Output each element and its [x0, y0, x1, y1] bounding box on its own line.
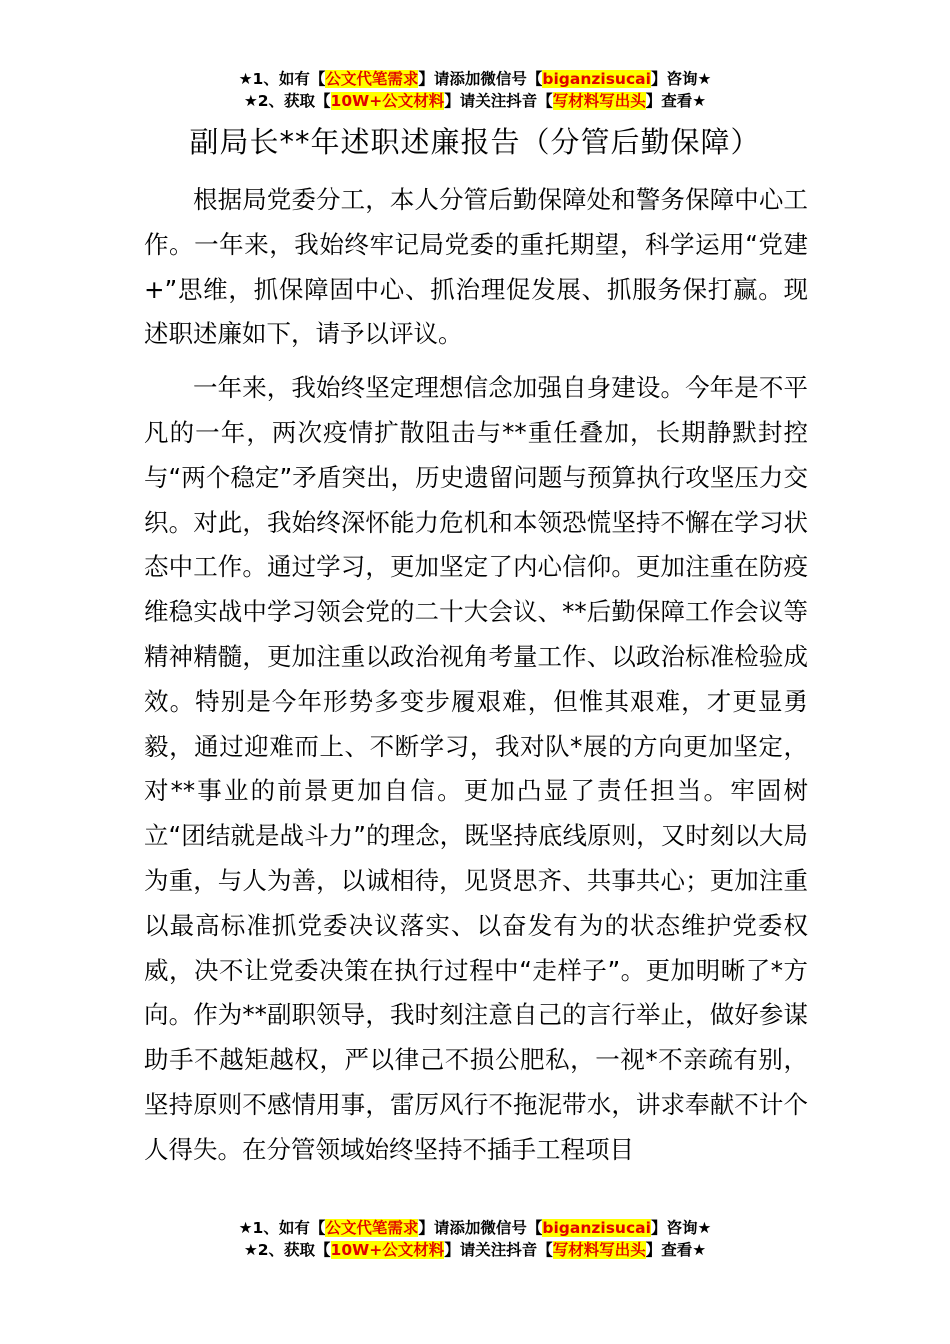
- promo-highlight: 公文代笔需求: [325, 70, 419, 88]
- wechat-id-highlight: biganzisucai: [542, 70, 651, 88]
- promo-highlight: 公文代笔需求: [325, 1219, 419, 1237]
- paragraph: 一年来，我始终坚定理想信念加强自身建设。今年是不平凡的一年，两次疫情扩散阻击与**重任叠加，长期静默封控与“两个稳定”矛盾突出，历史遗留问题与预算执行攻坚压力交织。对此，我始终深怀能力危机和本领恐慌坚持不懈在学习状态中工作。通过学习，更加坚定了内心信仰。更加注重在防疫维稳实战中学习领会党的二十大会议、**后勤保障工作会议等精神精髓，更加注重以政治视角考量工作、以政治标准检验成效。特别是今年形势多变步履艰难，但惟其艰难，才更显勇毅，通过迎难而上、不断学习，我对队*展的方向更加坚定，对**事业的前景更加自信。更加凸显了责任担当。牢固树立“团结就是战斗力”的理念，既坚持底线原则，又时刻以大局为重，与人为善，以诚相待，见贤思齐、共事共心；更加注重以最高标准抓党委决议落实、以奋发有为的状态维护党委权威，决不让党委决策在执行过程中“走样子”。更加明晰了*方向。作为**副职领导，我时刻注意自己的言行举止，做好参谋助手不越矩越权，严以律己不损公肥私，一视*不亲疏有别，坚持原则不感情用事，雷厉风行不拖泥带水，讲求奉献不计个人得失。在分管领域始终坚持不插手工程项目: [144, 373, 808, 1164]
- promo-line-2: ★2、获取【10W+公文材料】请关注抖音【写材料写出头】查看★: [243, 1241, 707, 1259]
- promo-highlight: 10W+公文材料: [330, 1241, 445, 1259]
- paragraph: 根据局党委分工，本人分管后勤保障处和警务保障中心工作。一年来，我始终牢记局党委的重托期望，科学运用“党建+”思维，抓保障固中心、抓治理促发展、抓服务保打赢。现述职述廉如下，请予以评议。: [144, 185, 808, 349]
- promo-line-2: ★2、获取【10W+公文材料】请关注抖音【写材料写出头】查看★: [243, 92, 707, 110]
- top-promo-banner: [0, 68, 950, 112]
- promo-highlight: 10W+公文材料: [330, 92, 445, 110]
- douyin-id-highlight: 写材料写出头: [552, 92, 646, 110]
- wechat-id-highlight: biganzisucai: [542, 1219, 651, 1237]
- promo-line-1: ★1、如有【公文代笔需求】请添加微信号【biganzisucai】咨询★: [238, 70, 712, 88]
- document-body: [144, 178, 808, 1173]
- bottom-promo-banner: [0, 1217, 950, 1261]
- document-title: 副局长**年述职述廉报告（分管后勤保障）: [189, 125, 761, 159]
- promo-line-1: ★1、如有【公文代笔需求】请添加微信号【biganzisucai】咨询★: [238, 1219, 712, 1237]
- douyin-id-highlight: 写材料写出头: [552, 1241, 646, 1259]
